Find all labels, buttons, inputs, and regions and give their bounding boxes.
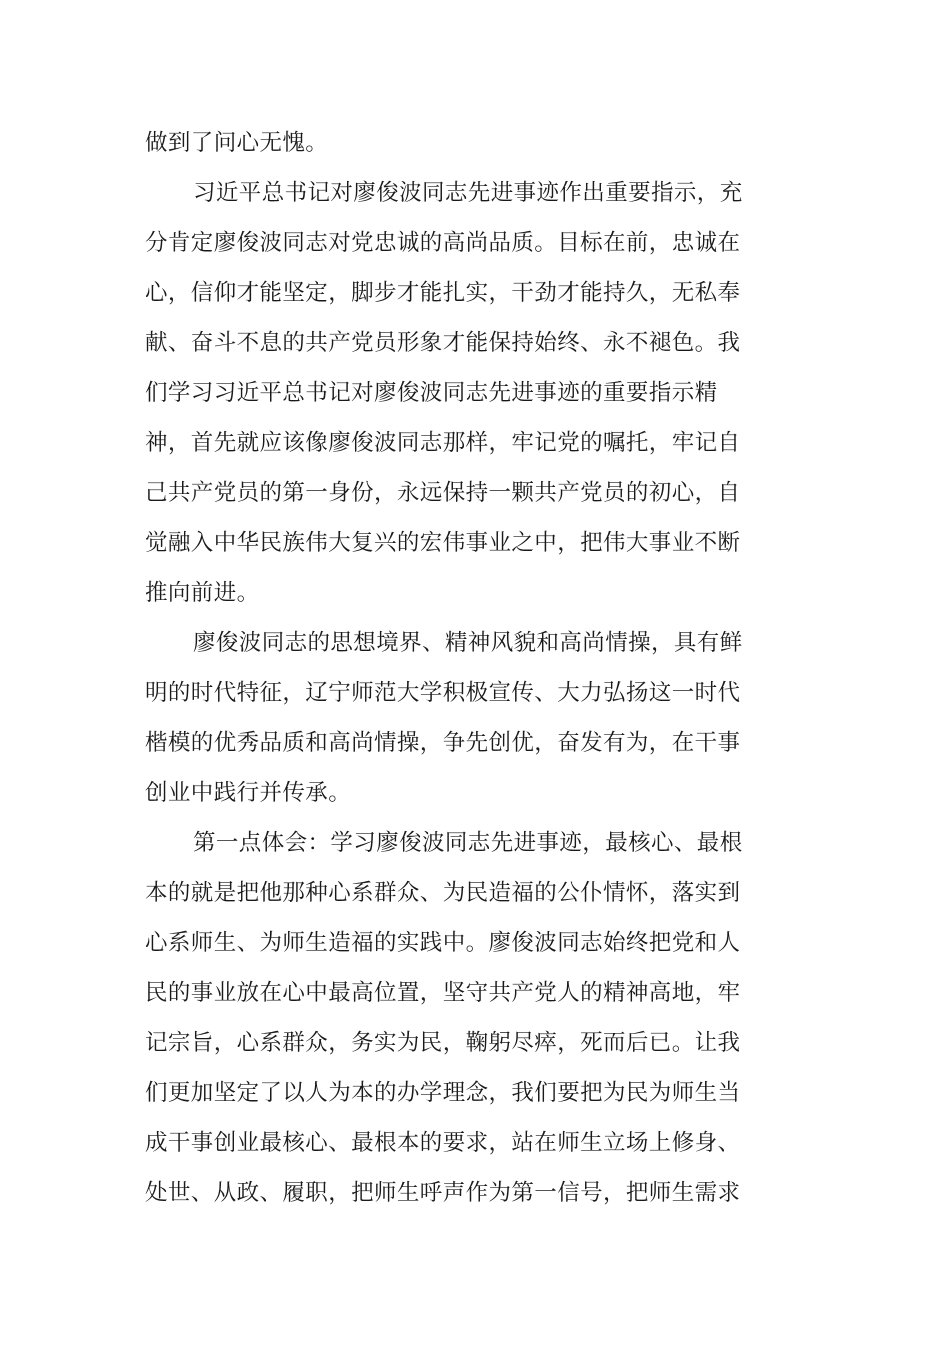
paragraph-first-line: 习近平总书记对廖俊波同志先进事迹作出重要指示，充: [193, 180, 743, 206]
paragraph-first-line: 廖俊波同志的思想境界、精神风貌和高尚情操，具有鲜: [193, 630, 743, 656]
text-line: 觉融入中华民族伟大复兴的宏伟事业之中，把伟大事业不断: [145, 530, 741, 556]
text-line: 神，首先就应该像廖俊波同志那样，牢记党的嘱托，牢记自: [145, 430, 741, 456]
text-line: 民的事业放在心中最高位置，坚守共产党人的精神高地，牢: [145, 980, 741, 1006]
text-line: 楷模的优秀品质和高尚情操，争先创优，奋发有为，在干事: [145, 730, 741, 756]
text-line: 心系师生、为师生造福的实践中。廖俊波同志始终把党和人: [145, 930, 741, 956]
text-line: 做到了问心无愧。: [145, 130, 329, 156]
text-line: 们学习习近平总书记对廖俊波同志先进事迹的重要指示精: [145, 380, 718, 406]
paragraph-first-line: 第一点体会：学习廖俊波同志先进事迹，最核心、最根: [193, 830, 743, 856]
text-line: 记宗旨，心系群众，务实为民，鞠躬尽瘁，死而后已。让我: [145, 1030, 741, 1056]
text-line: 处世、从政、履职，把师生呼声作为第一信号，把师生需求: [145, 1180, 741, 1206]
text-line: 推向前进。: [145, 580, 260, 606]
text-line: 创业中践行并传承。: [145, 780, 352, 806]
text-line: 分肯定廖俊波同志对党忠诚的高尚品质。目标在前，忠诚在: [145, 230, 741, 256]
document-body: [145, 118, 745, 1218]
text-line: 己共产党员的第一身份，永远保持一颗共产党员的初心，自: [145, 480, 741, 506]
text-line: 明的时代特征，辽宁师范大学积极宣传、大力弘扬这一时代: [145, 680, 741, 706]
text-line: 本的就是把他那种心系群众、为民造福的公仆情怀，落实到: [145, 880, 741, 906]
text-line: 心，信仰才能坚定，脚步才能扎实，干劲才能持久，无私奉: [145, 280, 741, 306]
text-line: 成干事创业最核心、最根本的要求，站在师生立场上修身、: [145, 1130, 741, 1156]
text-line: 们更加坚定了以人为本的办学理念，我们要把为民为师生当: [145, 1080, 741, 1106]
text-line: 献、奋斗不息的共产党员形象才能保持始终、永不褪色。我: [145, 330, 741, 356]
